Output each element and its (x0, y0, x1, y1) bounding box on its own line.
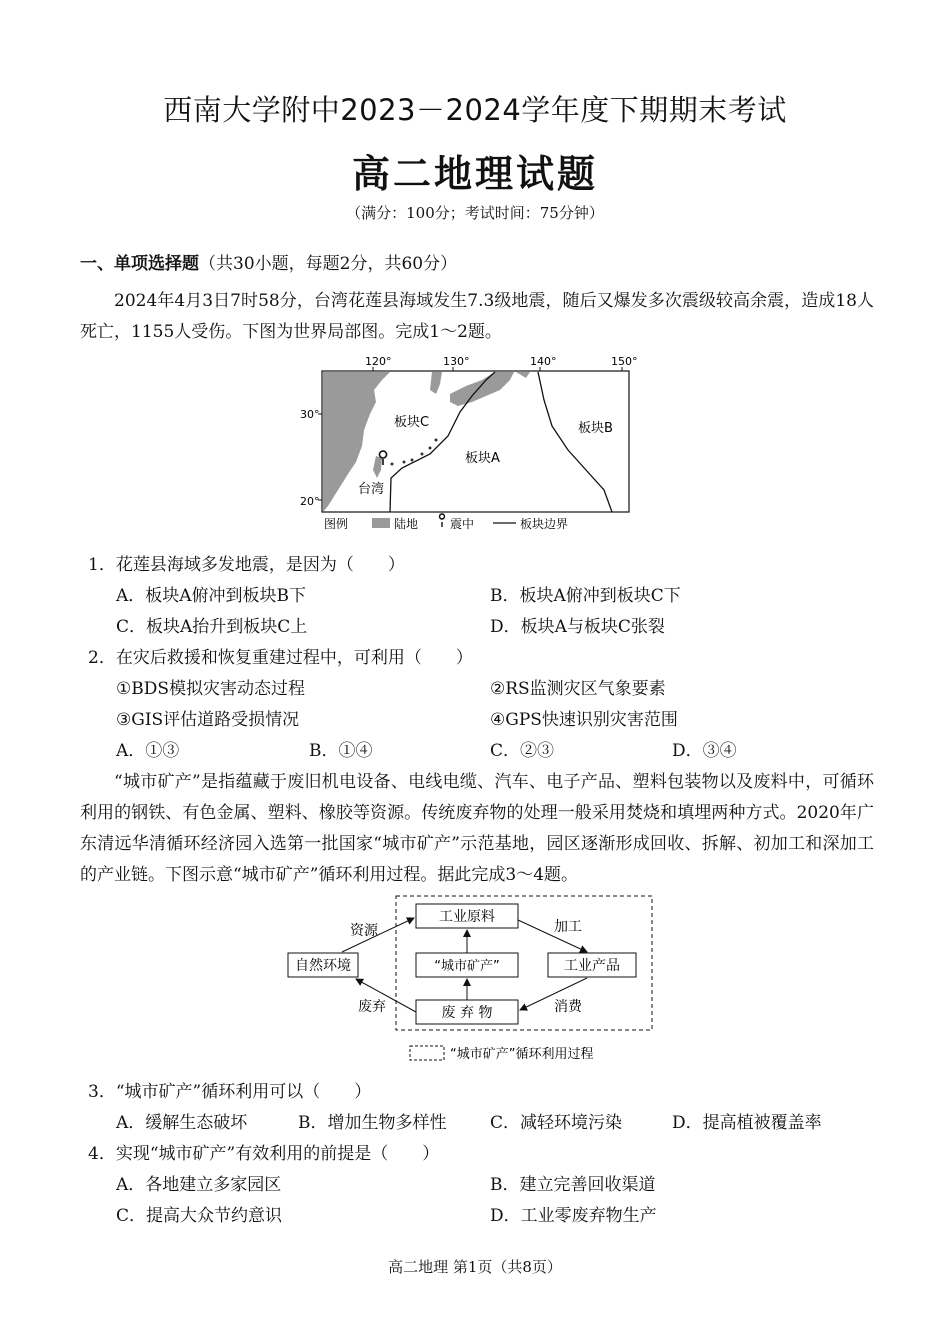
q2-option-a: A．①③ (116, 741, 180, 761)
q3-option-a: A．缓解生态破坏 (116, 1113, 248, 1133)
section-note: （共30小题，每题2分，共60分） (199, 254, 458, 274)
q2-stem: 2．在灾后救援和恢复重建过程中，可利用（ ） (88, 648, 473, 668)
q4-stem: 4．实现“城市矿产”有效利用的前提是（ ） (88, 1144, 440, 1164)
taiwan-label: 台湾 (358, 482, 385, 497)
lat-label-20: 20° (300, 495, 320, 508)
q3-option-c: C．减轻环境污染 (490, 1113, 623, 1133)
q2-item-2: ②RS监测灾区气象要素 (490, 679, 666, 699)
world-partial-map (290, 350, 650, 535)
q1-stem: 1．花莲县海域多发地震，是因为（ ） (88, 555, 405, 575)
q2-item-1: ①BDS模拟灾害动态过程 (116, 679, 306, 699)
label-process: 加工 (554, 919, 582, 935)
legend-land: 陆地 (394, 517, 419, 531)
q1-option-d: D．板块A与板块C张裂 (490, 617, 665, 637)
school-title: 西南大学附中2023－2024学年度下期期末考试 (163, 93, 787, 127)
label-natural-env: 自然环境 (295, 958, 351, 974)
lon-label-120: 120° (365, 355, 392, 368)
q1-option-b: B．板块A俯冲到板块C下 (490, 586, 681, 606)
lon-label-130: 130° (443, 355, 470, 368)
subject-title: 高二地理试题 (351, 152, 598, 196)
passage-2: “城市矿产”是指蕴藏于废旧机电设备、电线电缆、汽车、电子产品、塑料包装物以及废料中，可循环利用的钢铁、有色金属、塑料、橡胶等资源。传统废弃物的处理一般采用焚烧和填埋两种方式。2020年广东清远华清循环经济园入选第一批国家“城市矿产”示范基地，园区逐渐形成回收、拆解、初加工和深加工的产业链。下图示意“城市矿产”循环利用过程。据此完成3～4题。 (80, 772, 874, 885)
label-urban-mineral: “城市矿产” (434, 959, 500, 974)
plate-a-label: 板块A (465, 451, 500, 466)
legend-dashed-swatch (410, 1046, 444, 1060)
lon-label-140: 140° (530, 355, 557, 368)
label-resources: 资源 (350, 923, 378, 939)
label-consume: 消费 (554, 999, 582, 1015)
q4-option-d: D．工业零废弃物生产 (490, 1206, 657, 1226)
q3-stem: 3．“城市矿产”循环利用可以（ ） (88, 1082, 372, 1102)
page-footer: 高二地理 第1页（共8页） (388, 1258, 562, 1276)
q1-option-c: C．板块A抬升到板块C上 (116, 617, 308, 637)
exam-info: （满分：100分；考试时间：75分钟） (346, 204, 604, 222)
flow-legend: “城市矿产”循环利用过程 (450, 1047, 594, 1062)
label-industrial-product: 工业产品 (564, 958, 620, 974)
label-waste: 废 弃 物 (441, 1005, 493, 1021)
q2-option-d: D．③④ (672, 741, 737, 761)
plate-b-label: 板块B (578, 421, 613, 436)
q3-option-d: D．提高植被覆盖率 (672, 1113, 822, 1133)
q2-option-c: C．②③ (490, 741, 555, 761)
q4-option-c: C．提高大众节约意识 (116, 1206, 283, 1226)
lon-label-150: 150° (611, 355, 638, 368)
label-discard: 废弃 (358, 999, 386, 1015)
passage-1: 2024年4月3日7时58分，台湾花莲县海域发生7.3级地震，随后又爆发多次震级较高余震，造成18人死亡，1155人受伤。下图为世界局部图。完成1～2题。 (80, 291, 874, 342)
legend-land-swatch (372, 518, 390, 528)
legend-epicenter-icon (440, 514, 445, 527)
label-industrial-raw: 工业原料 (439, 909, 495, 925)
plate-c-label: 板块C (394, 415, 430, 430)
legend-epicenter: 震中 (450, 517, 475, 531)
q4-option-b: B．建立完善回收渠道 (490, 1175, 656, 1195)
lat-label-30: 30° (300, 408, 320, 421)
q1-option-a: A．板块A俯冲到板块B下 (116, 586, 307, 606)
q2-option-b: B．①④ (309, 741, 373, 761)
legend-boundary: 板块边界 (520, 517, 569, 531)
q3-option-b: B．增加生物多样性 (298, 1113, 447, 1133)
q2-item-3: ③GIS评估道路受损情况 (116, 710, 300, 730)
q4-option-a: A．各地建立多家园区 (116, 1175, 282, 1195)
section-title: 一、单项选择题 (80, 254, 199, 274)
urban-mineral-cycle-diagram (282, 890, 662, 1070)
q2-item-4: ④GPS快速识别灾害范围 (490, 710, 678, 730)
legend-title: 图例 (324, 517, 349, 531)
section-heading (80, 249, 457, 274)
